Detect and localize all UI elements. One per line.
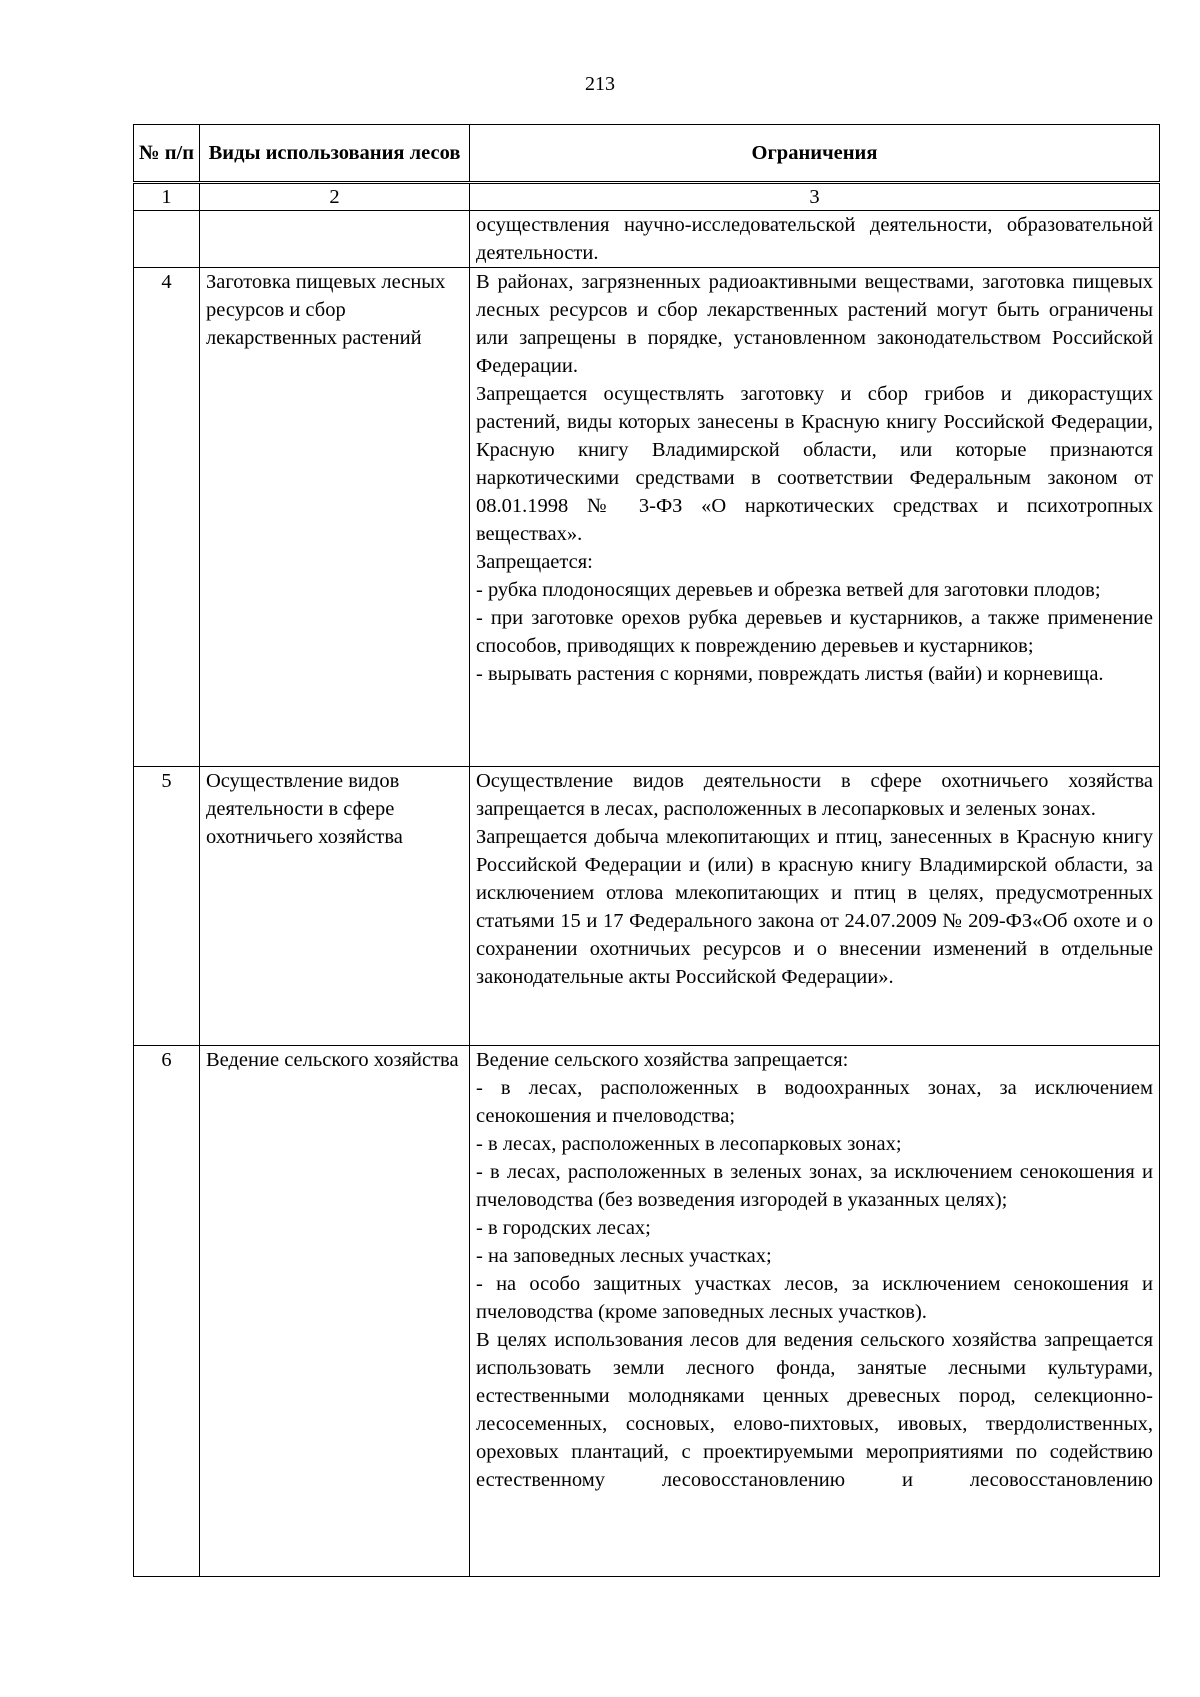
column-number: 1	[134, 183, 200, 211]
limit-paragraph: - вырывать растения с корнями, повреждать листья (вайи) и корневища.	[476, 663, 1104, 685]
table-header-row	[134, 125, 1160, 183]
limit-paragraph: - в лесах, расположенных в лесопарковых зонах;	[476, 1133, 902, 1155]
row-limits	[470, 767, 1160, 1046]
header-limits: Ограничения	[470, 125, 1160, 183]
limit-paragraph: Запрещается добыча млекопитающих и птиц, занесенных в Красную книгу Российской Федерации и (или) в красную книгу Владимирской области, за исключением отлова млекопитающих и птиц в целях, предусмотренных статьями 15 и 17 Федерального закона от 24.07.2009 № 209-ФЗ«Об охоте и о сохранении охотничьих ресурсов и о внесении изменений в отдельные законодательные акты Российской Федерации».	[476, 826, 1153, 988]
row-kind: Заготовка пищевых лесных ресурсов и сбор лекарственных растений	[200, 268, 470, 767]
row-kind: Осуществление видов деятельности в сфере охотничьего хозяйства	[200, 767, 470, 1046]
limit-paragraph: осуществления научно-исследовательской деятельности, образовательной деятельности.	[476, 214, 1153, 264]
row-num	[134, 211, 200, 268]
table-row	[134, 1046, 1160, 1577]
page-number: 213	[585, 73, 615, 95]
table-row	[134, 767, 1160, 1046]
row-num: 4	[134, 268, 200, 767]
limit-paragraph: - на особо защитных участках лесов, за исключением сенокошения и пчеловодства (кроме заповедных лесных участков).	[476, 1273, 1153, 1323]
header-num: № п/п	[134, 125, 200, 183]
limit-paragraph: Запрещается осуществлять заготовку и сбор грибов и дикорастущих растений, виды которых занесены в Красную книгу Российской Федерации, Красную книгу Владимирской области, или которые признаются наркотическими средствами в соответствии Федеральным законом от 08.01.1998 № 3-ФЗ «О наркотических средствах и психотропных веществах».	[476, 383, 1153, 545]
limit-paragraph: - в городских лесах;	[476, 1217, 651, 1239]
limit-paragraph: Ведение сельского хозяйства запрещается:	[476, 1049, 849, 1071]
limit-paragraph: Осуществление видов деятельности в сфере охотничьего хозяйства запрещается в лесах, расположенных в лесопарковых и зеленых зонах.	[476, 770, 1153, 820]
limit-paragraph: В районах, загрязненных радиоактивными веществами, заготовка пищевых лесных ресурсов и сбор лекарственных растений могут быть ограничены или запрещены в порядке, установленном законодательством Российской Федерации.	[476, 271, 1153, 377]
table-row	[134, 268, 1160, 767]
row-kind: Ведение сельского хозяйства	[200, 1046, 470, 1577]
limit-paragraph: В целях использования лесов для ведения сельского хозяйства запрещается использовать земли лесного фонда, занятые лесными культурами, естественными молодняками ценных древесных пород, селекционно-лесосеменных, сосновых, елово-пихтовых, ивовых, твердолиственных, ореховых плантаций, с проектируемыми мероприятиями по содействию естественному лесовосстановлению и лесовосстановлению	[476, 1329, 1153, 1491]
restrictions-table	[133, 124, 1160, 1577]
column-number: 3	[470, 183, 1160, 211]
row-limits	[470, 1046, 1160, 1577]
limit-paragraph: - в лесах, расположенных в водоохранных зонах, за исключением сенокошения и пчеловодства;	[476, 1077, 1153, 1127]
column-number: 2	[200, 183, 470, 211]
limit-paragraph: - при заготовке орехов рубка деревьев и кустарников, а также применение способов, приводящих к повреждению деревьев и кустарников;	[476, 607, 1153, 657]
header-kind: Виды использования лесов	[200, 125, 470, 183]
row-num: 5	[134, 767, 200, 1046]
row-kind	[200, 211, 470, 268]
column-numbers-row	[134, 183, 1160, 211]
limit-paragraph: - в лесах, расположенных в зеленых зонах, за исключением сенокошения и пчеловодства (без возведения изгородей в указанных целях);	[476, 1161, 1153, 1211]
table-row-continuation	[134, 211, 1160, 268]
limit-paragraph: Запрещается:	[476, 551, 593, 573]
row-num: 6	[134, 1046, 200, 1577]
limit-paragraph: - рубка плодоносящих деревьев и обрезка ветвей для заготовки плодов;	[476, 579, 1101, 601]
row-limits	[470, 211, 1160, 268]
row-limits	[470, 268, 1160, 767]
limit-paragraph: - на заповедных лесных участках;	[476, 1245, 772, 1267]
